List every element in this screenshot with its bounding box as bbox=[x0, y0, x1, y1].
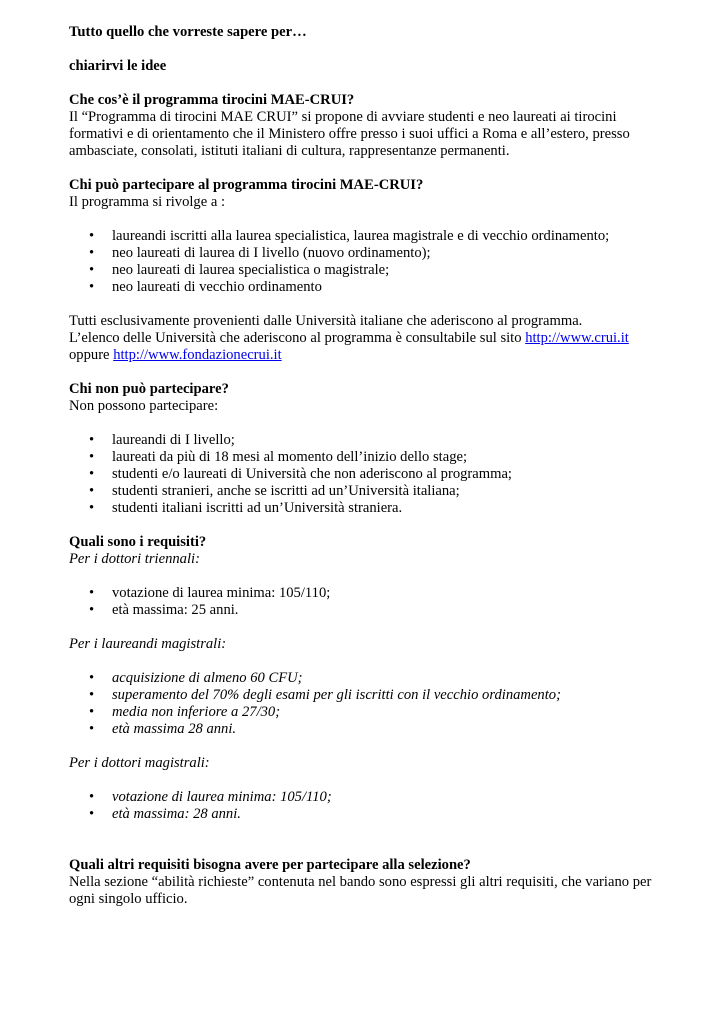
list-item: • studenti e/o laureati di Università che non aderiscono al programma; bbox=[69, 466, 669, 483]
section-heading-what-is: Che cos’è il programma tirocini MAE-CRUI? bbox=[69, 92, 355, 108]
list-item: • votazione di laurea minima: 105/110; bbox=[69, 789, 669, 806]
section-intro-who-cannot: Non possono partecipare: bbox=[69, 398, 219, 414]
section-intro-who-can: Il programma si rivolge a : bbox=[69, 194, 226, 210]
requirements-list-laureandi bbox=[69, 670, 669, 738]
crui-link[interactable]: http://www.crui.it bbox=[525, 330, 629, 346]
requirements-list-triennali bbox=[69, 585, 669, 619]
alternative-link-text: oppure bbox=[69, 347, 114, 363]
requirements-group-label-laureandi: Per i laureandi magistrali: bbox=[69, 636, 227, 652]
section-heading-requirements: Quali sono i requisiti? bbox=[69, 534, 207, 550]
requirements-list-magistrali bbox=[69, 789, 669, 823]
list-item: • età massima 28 anni. bbox=[69, 721, 669, 738]
participating-universities-note: Tutti esclusivamente provenienti dalle Università italiane che aderiscono al programma. bbox=[69, 313, 583, 329]
section-heading-who-cannot: Chi non può partecipare? bbox=[69, 381, 229, 397]
requirements-group-label-magistrali: Per i dottori magistrali: bbox=[69, 755, 210, 771]
section-heading-who-can: Chi può partecipare al programma tirocini MAE-CRUI? bbox=[69, 177, 424, 193]
list-item: • acquisizione di almeno 60 CFU; bbox=[69, 670, 669, 687]
list-item: • superamento del 70% degli esami per gli iscritti con il vecchio ordinamento; bbox=[69, 687, 669, 704]
universities-list-note bbox=[69, 330, 669, 347]
list-item: • media non inferiore a 27/30; bbox=[69, 704, 669, 721]
requirements-group-label-triennali: Per i dottori triennali: bbox=[69, 551, 200, 567]
list-item: • studenti stranieri, anche se iscritti ad un’Università italiana; bbox=[69, 483, 669, 500]
list-item: • neo laureati di laurea specialistica o magistrale; bbox=[69, 262, 669, 279]
list-item: • neo laureati di laurea di I livello (nuovo ordinamento); bbox=[69, 245, 669, 262]
list-item: • neo laureati di vecchio ordinamento bbox=[69, 279, 669, 296]
universities-list-text: L’elenco delle Università che aderiscono al programma è consultabile sul sito bbox=[69, 330, 526, 346]
list-item: • età massima: 25 anni. bbox=[69, 602, 669, 619]
list-item: • laureandi di I livello; bbox=[69, 432, 669, 449]
document-title: Tutto quello che vorreste sapere per… bbox=[69, 24, 307, 40]
who-can-list bbox=[69, 228, 669, 296]
alternative-link-line bbox=[69, 347, 669, 364]
list-item: • laureandi iscritti alla laurea specialistica, laurea magistrale e di vecchio ordinamento; bbox=[69, 228, 669, 245]
list-item: • laureati da più di 18 mesi al momento dell’inizio dello stage; bbox=[69, 449, 669, 466]
section-body-what-is: Il “Programma di tirocini MAE CRUI” si propone di avviare studenti e neo laureati ai tirocini formativi e di orientamento che il Ministero offre presso i suoi uffici a Roma e all’estero, presso ambasciate, consolati, istituti italiani di cultura, rappresentanze permanenti. bbox=[69, 109, 630, 159]
list-item: • votazione di laurea minima: 105/110; bbox=[69, 585, 669, 602]
document-page bbox=[69, 24, 669, 908]
fondazione-crui-link[interactable]: http://www.fondazionecrui.it bbox=[113, 347, 282, 363]
who-cannot-list bbox=[69, 432, 669, 517]
document-subtitle: chiarirvi le idee bbox=[69, 58, 167, 74]
list-item: • età massima: 28 anni. bbox=[69, 806, 669, 823]
list-item: • studenti italiani iscritti ad un’Università straniera. bbox=[69, 500, 669, 517]
section-heading-other-requirements: Quali altri requisiti bisogna avere per partecipare alla selezione? bbox=[69, 857, 471, 873]
section-body-other-requirements: Nella sezione “abilità richieste” contenuta nel bando sono espressi gli altri requisiti, che variano per ogni singolo ufficio. bbox=[69, 874, 652, 907]
